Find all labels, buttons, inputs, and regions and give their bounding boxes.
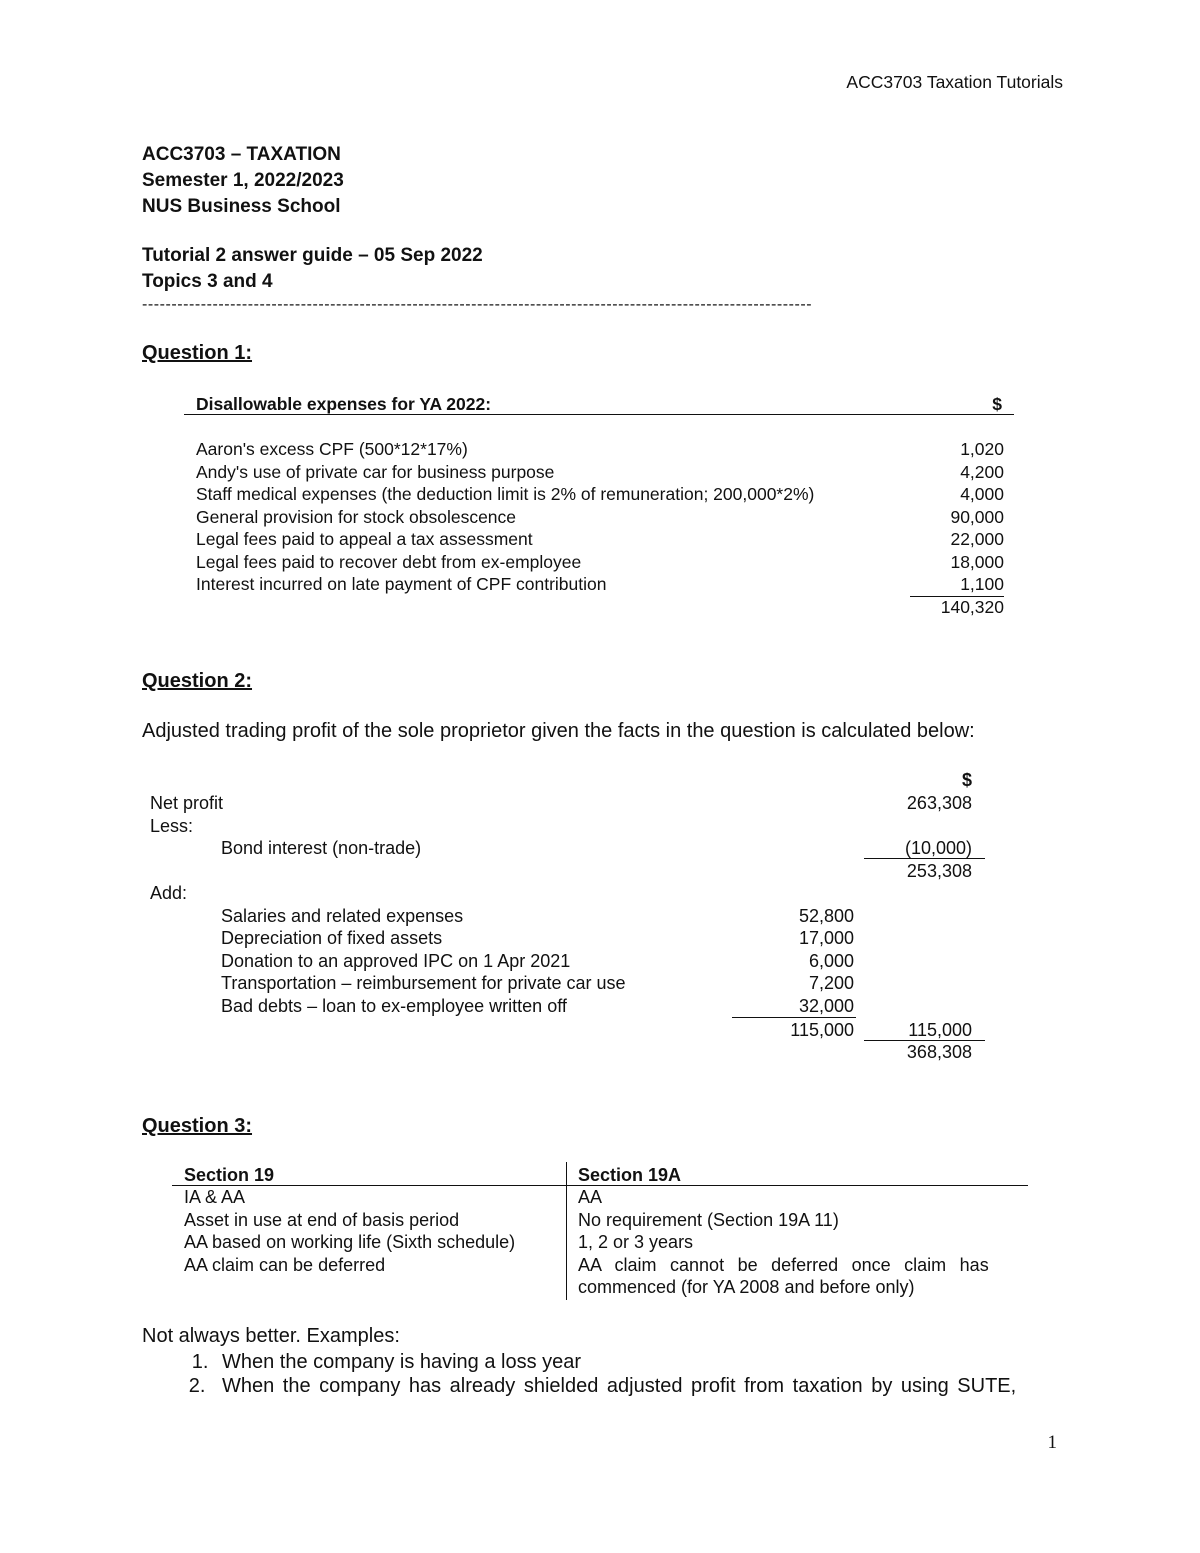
- table-cell: Asset in use at end of basis period: [184, 1210, 460, 1230]
- school: NUS Business School: [142, 196, 341, 217]
- add-total-right: 115,000: [908, 1020, 972, 1040]
- less-label: Less:: [150, 816, 194, 836]
- q2-subtotal: 253,308: [906, 861, 972, 881]
- page-number: 1: [1047, 1432, 1057, 1453]
- add-item-label: Salaries and related expenses: [221, 906, 464, 926]
- semester: Semester 1, 2022/2023: [142, 170, 344, 191]
- table-cell: AA: [578, 1187, 603, 1207]
- course-title: ACC3703 – TAXATION: [142, 144, 341, 165]
- q1-item: Andy's use of private car for business purpose 4,200: [196, 461, 1004, 482]
- bond-interest-amount: (10,000): [904, 838, 972, 858]
- divider-line: ------------------------------------------------------------------------------------------------------------------: [142, 296, 813, 313]
- q1-item: Aaron's excess CPF (500*12*17%) 1,020: [196, 439, 1004, 459]
- table-cell: AA claim cannot be deferred once claim has: [578, 1255, 989, 1275]
- q2-final-total: 368,308: [906, 1042, 972, 1062]
- example-item: 2. When the company has already shielded adjusted profit from taxation by using SUTE,: [214, 1374, 1062, 1398]
- add-item-label: Bad debts – loan to ex-employee written off: [221, 996, 567, 1016]
- q1-item: Legal fees paid to appeal a tax assessment 22,000: [196, 529, 1004, 549]
- add-total-left: 115,000: [790, 1020, 854, 1040]
- add-label: Add:: [150, 883, 188, 903]
- q1-item: General provision for stock obsolescence 90,000: [196, 506, 1004, 527]
- q1-item: Staff medical expenses (the deduction limit is 2% of remuneration; 200,000*2%) 4,000: [196, 484, 1004, 504]
- add-item-label: Donation to an approved IPC on 1 Apr 2021: [221, 951, 571, 971]
- col-head-section-19a: Section 19A: [578, 1165, 682, 1185]
- tutorial-title: Tutorial 2 answer guide – 05 Sep 2022: [142, 245, 483, 266]
- add-item-label: Transportation – reimbursement for private car use: [221, 973, 626, 993]
- q2-intro: Adjusted trading profit of the sole proprietor given the facts in the question is calculated below:: [142, 720, 975, 742]
- question-2-heading: Question 2:: [142, 670, 253, 692]
- add-item-amount: 6,000: [808, 951, 854, 971]
- q1-table-title: Disallowable expenses for YA 2022:: [196, 394, 492, 414]
- question-3-heading: Question 3:: [142, 1115, 253, 1137]
- q1-table-header: [184, 393, 1014, 415]
- table-cell: commenced (for YA 2008 and before only): [578, 1277, 915, 1297]
- section-comparison-table: [172, 1162, 1028, 1300]
- net-profit-label: Net profit: [150, 793, 224, 813]
- topics: Topics 3 and 4: [142, 271, 273, 292]
- q1-item: Interest incurred on late payment of CPF contribution 1,100: [196, 574, 1004, 594]
- add-item-amount: 7,200: [808, 973, 854, 993]
- table-cell: IA & AA: [184, 1187, 246, 1207]
- example-item: 1. When the company is having a loss year: [214, 1350, 1062, 1374]
- table-cell: 1, 2 or 3 years: [578, 1232, 694, 1252]
- examples-list: [142, 1350, 1062, 1398]
- add-item-amount: 32,000: [798, 996, 854, 1016]
- q2-currency: $: [961, 770, 972, 790]
- q1-currency: $: [992, 394, 1002, 414]
- col-head-section-19: Section 19: [184, 1165, 275, 1185]
- bond-interest-label: Bond interest (non-trade): [221, 838, 422, 858]
- q1-item: Legal fees paid to recover debt from ex-employee 18,000: [196, 551, 1004, 572]
- add-item-amount: 52,800: [798, 906, 854, 926]
- table-cell: AA claim can be deferred: [184, 1255, 386, 1275]
- running-header: ACC3703 Taxation Tutorials: [846, 72, 1063, 92]
- add-item-label: Depreciation of fixed assets: [221, 928, 443, 948]
- add-item-amount: 17,000: [798, 928, 854, 948]
- net-profit-amount: 263,308: [906, 793, 972, 813]
- q1-total: 140,320: [940, 597, 1004, 617]
- table-cell: No requirement (Section 19A 11): [578, 1210, 839, 1230]
- table-cell: AA based on working life (Sixth schedule): [184, 1232, 516, 1252]
- not-always-better: Not always better. Examples:: [142, 1325, 400, 1347]
- question-1-heading: Question 1:: [142, 342, 253, 364]
